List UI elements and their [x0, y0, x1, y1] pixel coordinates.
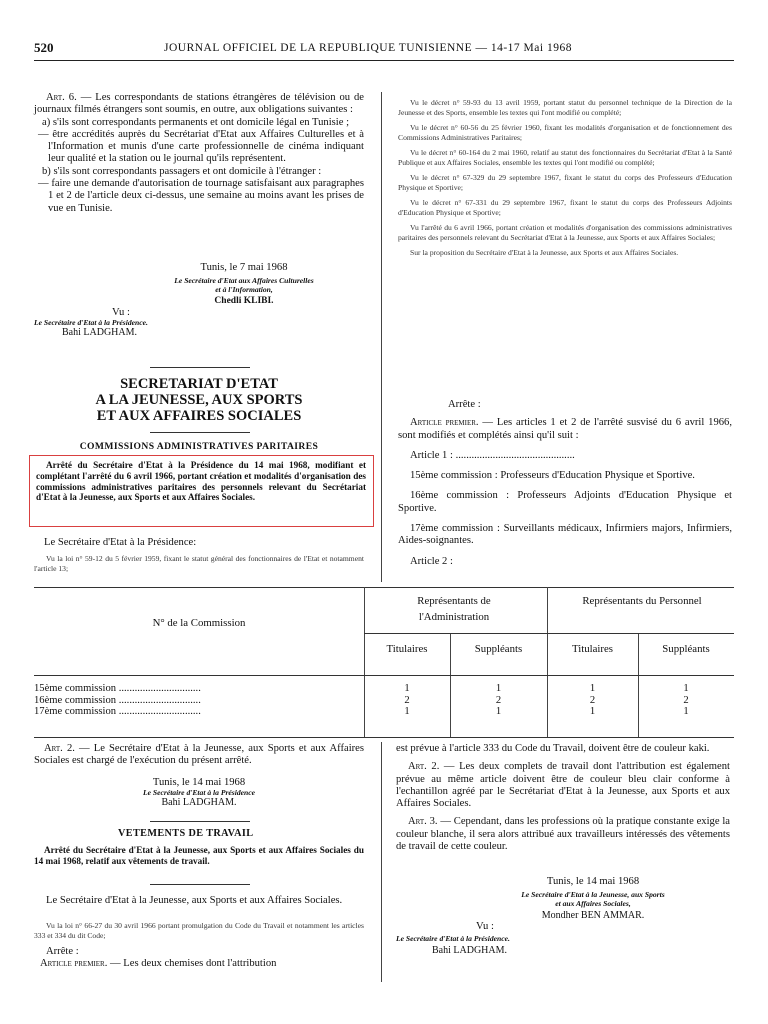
cell: 2: [404, 694, 410, 706]
vet-sig-name: Mondher BEN AMMAR.: [541, 910, 645, 921]
arrete1-date: Tunis, le 14 mai 1968: [152, 777, 246, 788]
cell: 1: [495, 683, 502, 694]
vu-item: Sur la proposition du Secrétaire d'Etat à la Jeunesse, aux Sports et aux Affaires Sociales.: [410, 248, 679, 257]
vet-art2-label: Art. 2.: [408, 761, 440, 773]
vet-sig-title-1: Le Secrétaire d'Etat à la Jeunesse, aux Sports: [521, 890, 665, 899]
table-bottom-rule: [34, 737, 734, 738]
table-row: [34, 695, 734, 707]
vet-vu: Vu :: [476, 921, 494, 932]
vu-item: Vu le décret n° 67-331 du 29 septembre 1967, fixant le statut du corps des Professeurs Adjoints d'Education Physique et Sportive;: [398, 198, 732, 217]
vet-cont: est prévue à l'article 333 du Code du Travail, doivent être de couleur kaki.: [396, 743, 710, 754]
cell: 2: [589, 694, 596, 706]
row-label: 17ème commission ...............................: [34, 706, 201, 717]
art6-b-dash: — faire une demande d'autorisation de tournage satisfaisant aux paragraphes 1 et 2 de l'article deux ci-dessus, une semaine au moins avant les prises de vue en Tunisie.: [38, 178, 364, 214]
arrete1-arrete: Arrête :: [448, 399, 481, 410]
vet-intro-block: [34, 895, 364, 907]
commission-15: 15ème commission : Professeurs d'Education Physique et Sportive.: [410, 470, 695, 482]
table-body: [34, 683, 734, 718]
art1-text: — Les articles 1 et 2 de l'arrêté susvisé du 6 avril 1966, sont modifiés et complétés ainsi qu'il suit :: [398, 417, 732, 441]
vet-rule-top: [150, 821, 250, 822]
vet-title: Arrêté du Secrétaire d'Etat à la Jeunesse, aux Sports et aux Affaires Sociales du 14 mai 1968, relatif aux vêtements de travail.: [34, 845, 364, 866]
col-personnel-header: Représentants du Personnel: [582, 595, 702, 607]
vet-art1-label: Article premier.: [40, 958, 108, 970]
arrete1-body: [398, 399, 732, 568]
arrete1-art2: [34, 743, 364, 768]
art6-a: a) s'ils sont correspondants permanents et ont domicile légal en Tunisie ;: [42, 116, 350, 128]
vet-intro: Le Secrétaire d'Etat à la Jeunesse, aux Sports et aux Affaires Sociales.: [46, 895, 343, 906]
cell: 1: [683, 706, 689, 717]
page-number: 520: [34, 40, 54, 55]
cell: 1: [495, 706, 502, 717]
column-divider-bottom: [381, 742, 382, 982]
column-divider-top: [381, 92, 382, 582]
page-header: [34, 40, 734, 60]
table-row: [34, 683, 734, 695]
vu-item: Vu l'arrêté du 6 avril 1966, portant création et modalités d'organisation des commissions administratives paritaires des personnels relevant du Secrétariat d'Etat à la Jeunesse, aux Sports et aux Affaires Sociales;: [398, 223, 732, 242]
personnel-suppleants-header: Suppléants: [662, 643, 710, 655]
arrete1-sig-title: Le Secrétaire d'Etat à la Présidence: [143, 788, 255, 797]
vet-vu-block: [34, 921, 364, 946]
commission-17: 17ème commission : Surveillants médicaux, Infirmiers majors, Infirmiers, Aides-soignantes.: [398, 523, 732, 547]
art6-sig-title-1: Le Secrétaire d'Etat aux Affaires Culturelles: [174, 276, 314, 285]
cell: 2: [683, 694, 689, 706]
vet-vu: Vu la loi n° 66-27 du 30 avril 1966 portant promulgation du Code du Travail et notamment les articles 333 et 334 du dit Code;: [34, 921, 364, 940]
art6-b: b) s'ils sont correspondants passagers et ont domicile à l'étranger :: [42, 165, 322, 177]
vu-loi-59-12: Vu la loi n° 59-12 du 5 février 1959, fixant le statut général des fonctionnaires de l'Etat et notamment l'article 13;: [34, 554, 364, 573]
vet-heading: VETEMENTS DE TRAVAIL: [118, 828, 254, 839]
section-line-2: A LA JEUNESSE, AUX SPORTS: [95, 392, 303, 408]
admin-suppleants-header: Suppléants: [474, 643, 523, 655]
art6-vu: Vu :: [112, 307, 130, 318]
vet-pres-title: Le Secrétaire d'Etat à la Présidence.: [396, 934, 510, 943]
vet-arrete-block: [34, 946, 364, 971]
section-heading: [34, 376, 364, 424]
arrete1-intro: Le Secrétaire d'Etat à la Présidence:: [44, 537, 197, 548]
personnel-titulaires-header: Titulaires: [572, 643, 613, 655]
col-admin-header: Représentants de l'Administration: [417, 595, 491, 623]
vet-art3-label: Art. 3.: [408, 816, 438, 828]
commission-16: 16ème commission : Professeurs Adjoints d'Education Physique et Sportive.: [398, 490, 732, 514]
vet-rule-bottom: [150, 884, 250, 885]
art6-text: — Les correspondants de stations étrangères de télévision ou de journaux filmés étrangers sont soumis, en outre, aux obligations suivantes :: [34, 92, 364, 116]
vu-list: [398, 98, 732, 263]
commission-table: [34, 587, 734, 737]
row-label: 16ème commission ...............................: [34, 694, 201, 706]
row-label: 15ème commission ...............................: [34, 683, 201, 694]
journal-title: JOURNAL OFFICIEL DE LA REPUBLIQUE TUNISIENNE — 14-17 Mai 1968: [164, 42, 572, 54]
vet-continued: [396, 743, 730, 853]
art6-block: [34, 92, 364, 215]
admin-titulaires-header: Titulaires: [386, 643, 428, 655]
separator-rule: [150, 367, 250, 368]
section-rule: [150, 432, 250, 433]
cell: 1: [404, 706, 410, 717]
vu-item: Vu le décret n° 60-56 du 25 février 1960, fixant les modalités d'organisation et de fonctionnement des Commissions Administratives Paritaires;: [398, 123, 732, 142]
arrete1-signature: [34, 777, 364, 808]
col-commission-header: N° de la Commission: [152, 617, 246, 629]
vet-arrete: Arrête :: [46, 946, 79, 957]
arrete1-title: Arrêté du Secrétaire d'Etat à la Présidence du 14 mai 1968, modifiant et complétant l'arrêté du 6 avril 1966, portant création et modalités d'organisation des commissions administratives paritaires des personnels relevant du Secrétariat d'Etat à la Jeunesse, aux Sports et aux Affaires Sociales.: [36, 460, 366, 503]
vet-pres-name: Bahi LADGHAM.: [432, 945, 507, 956]
vu-item: Vu le décret n° 67-329 du 29 septembre 1967, fixant le statut du corps des Professeurs d'Education Physique et Sportive;: [398, 173, 732, 192]
table-row: [34, 706, 734, 718]
article-2-line: Article 2 :: [410, 555, 453, 567]
art6-sig-title-2: et à l'Information,: [215, 285, 273, 294]
table-hline: [364, 633, 734, 634]
cell: 1: [589, 706, 596, 717]
art6-a-dash: — être accrédités auprès du Secrétariat d'Etat aux Affaires Culturelles et à l'Information et munis d'une carte professionnelle de cinéma indiquant leur qualité et la station ou le journal qu'ils représentent.: [38, 128, 364, 165]
section-line-3: ET AUX AFFAIRES SOCIALES: [96, 408, 302, 424]
cell: 2: [495, 694, 502, 706]
art2-label: Art. 2.: [44, 743, 75, 754]
cell: 1: [589, 683, 596, 694]
vet-art1-text: — Les deux chemises dont l'attribution: [110, 958, 277, 970]
article-1-line: Article 1 : .............................................: [410, 449, 575, 461]
art2-text: — Le Secrétaire d'Etat à la Jeunesse, aux Sports et aux Affaires Sociales est chargé de l'exécution du présent arrêté.: [34, 743, 364, 767]
vet-date: Tunis, le 14 mai 1968: [546, 876, 640, 887]
vu-item: Vu le décret n° 60-164 du 2 mai 1960, relatif au statut des fonctionnaires du Secrétariat d'Etat à la Santé Publique et aux Affaires Sociales, ensemble les textes qui l'ont modifié ou complété;: [398, 148, 732, 167]
art6-pres-title: Le Secrétaire d'Etat à la Présidence.: [34, 318, 148, 327]
art6-pres-name: Bahi LADGHAM.: [62, 327, 137, 338]
vet-sig-title-2: et aux Affaires Sociales,: [555, 899, 631, 908]
vet-signature: [396, 876, 730, 956]
vet-art2-text: — Les deux complets de travail dont l'attribution est également prévue au même article doivent être de couleur bleu clair conforme à l'echantillon agréé par le Secrétariat d'Etat à la Jeunesse, aux Sports et aux Affaires Sociales.: [396, 761, 730, 810]
arrete1-sig-name: Bahi LADGHAM.: [161, 797, 237, 808]
cell: 1: [683, 683, 689, 694]
art6-signature: [34, 262, 364, 338]
cell: 1: [404, 683, 410, 694]
vu-item: Vu le décret n° 59-93 du 13 avril 1959, portant statut du personnel technique de la Direction de la Jeunesse et des Sports, ensemble les textes qui l'ont modifié ou complété;: [398, 98, 732, 117]
art1-label: Article premier.: [410, 417, 479, 429]
art6-sig-name: Chedli KLIBI.: [214, 296, 274, 306]
section-line-1: SECRETARIAT D'ETAT: [120, 376, 278, 392]
table-hline: [34, 675, 734, 676]
art6-label: Art. 6.: [46, 92, 77, 103]
header-rule: [34, 60, 734, 61]
arrete1-vu: [34, 554, 364, 579]
art6-date: Tunis, le 7 mai 1968: [200, 262, 288, 273]
commissions-subhead: COMMISSIONS ADMINISTRATIVES PARITAIRES: [79, 441, 319, 452]
vet-art3-text: — Cependant, dans les professions où la pratique constante exige la couleur blanche, il sera alors attribué aux travailleurs intéressés des vêtements de travail de cette couleur.: [396, 816, 730, 853]
